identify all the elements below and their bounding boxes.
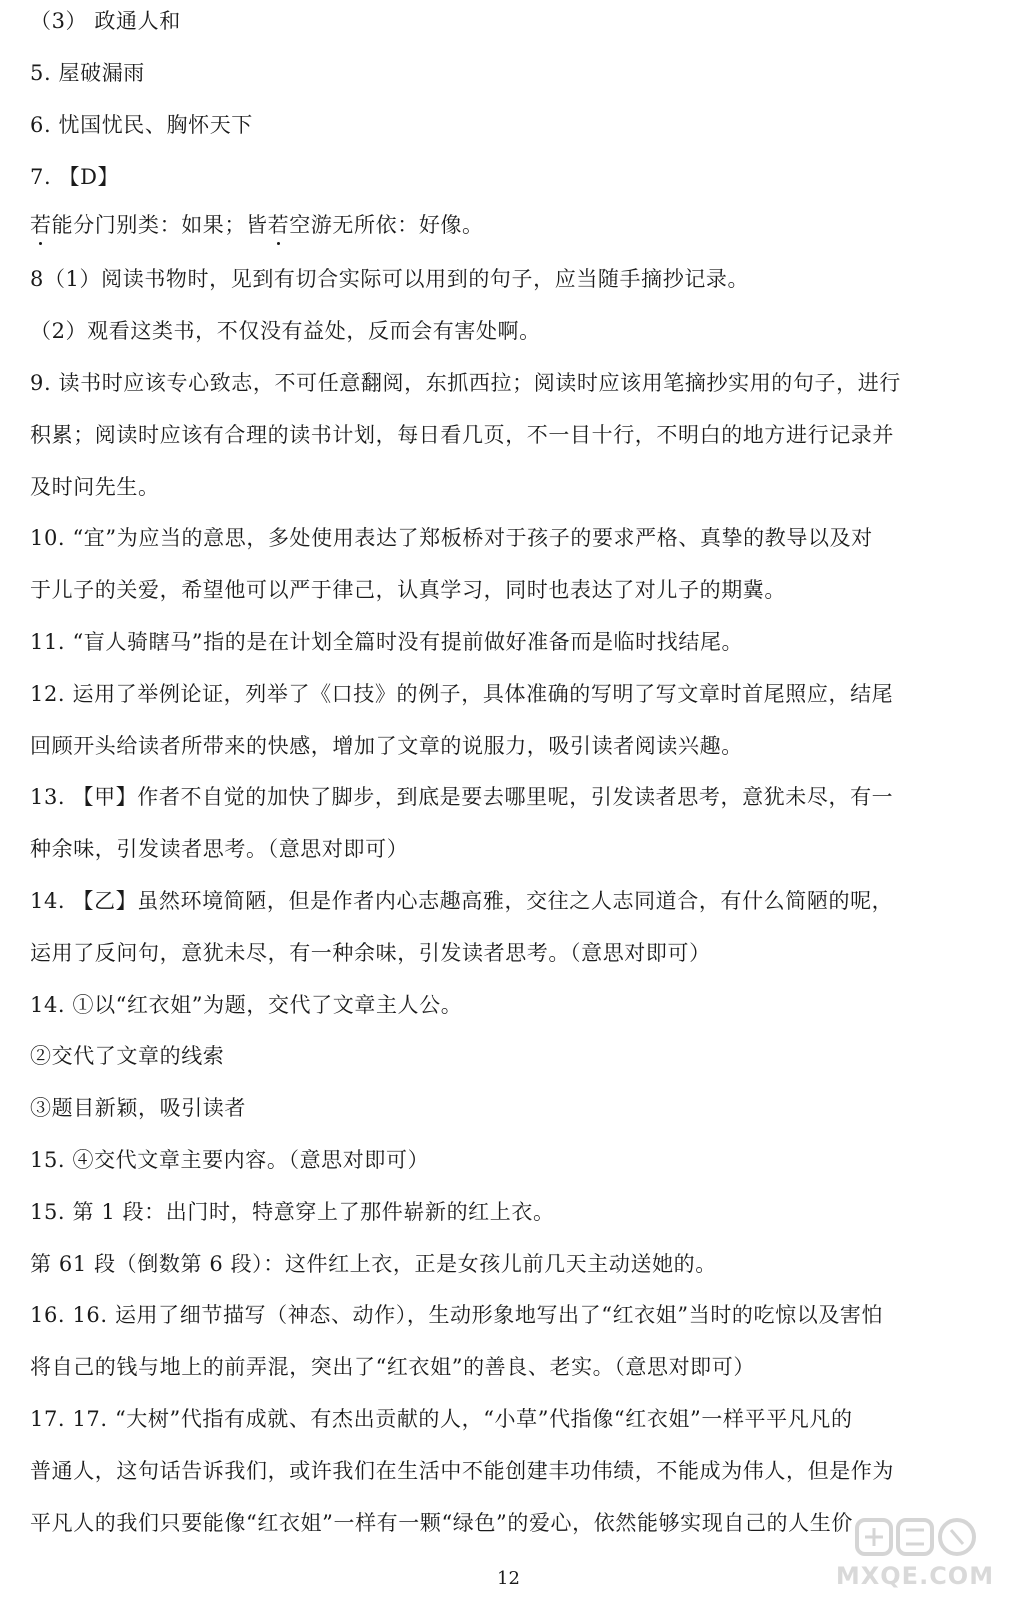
answer-line: 将自己的钱与地上的前弄混，突出了“红衣姐”的善良、老实。（意思对即可） [30,1355,755,1379]
answer-line: （3） 政通人和 [30,9,181,33]
answer-text: 能分门别类：如果；皆 [51,213,268,237]
answer-line: 7. 【D】 [30,165,120,189]
answer-line-emphasis [30,212,997,238]
answer-line: 15. ④交代文章主要内容。（意思对即可） [30,1148,430,1172]
answer-line: 于儿子的关爱，希望他可以严于律己，认真学习，同时也表达了对儿子的期冀。 [30,578,786,602]
answer-line: 15. 第 1 段：出门时，特意穿上了那件崭新的红上衣。 [30,1200,555,1224]
watermark-text: MXQE.COM [835,1562,995,1590]
answer-line: 9. 读书时应该专心致志，不可任意翻阅，东抓西拉；阅读时应该用笔摘抄实用的句子，进行 [30,371,901,395]
answer-line: 6. 忧国忧民、胸怀天下 [30,113,253,137]
answer-text: 空游无所依：好像。 [289,213,484,237]
answer-line: ③题目新颖，吸引读者 [30,1096,246,1120]
answer-line: 回顾开头给读者所带来的快感，增加了文章的说服力，吸引读者阅读兴趣。 [30,734,743,758]
answer-line: ②交代了文章的线索 [30,1044,225,1068]
answer-line: 14. ①以“红衣姐”为题，交代了文章主人公。 [30,993,463,1017]
answer-line: 平凡人的我们只要能像“红衣姐”一样有一颗“绿色”的爱心，依然能够实现自己的人生价 [30,1511,853,1535]
answer-line: 运用了反问句，意犹未尽，有一种余味，引发读者思考。（意思对即可） [30,941,711,965]
answer-line: 积累；阅读时应该有合理的读书计划，每日看几页，不一目十行，不明白的地方进行记录并 [30,423,894,447]
answer-line: 12. 运用了举例论证，列举了《口技》的例子，具体准确的写明了写文章时首尾照应，结尾 [30,682,894,706]
answer-line: （2）观看这类书，不仅没有益处，反而会有害处啊。 [30,319,541,343]
answer-line: 11. “盲人骑瞎马”指的是在计划全篇时没有提前做好准备而是临时找结尾。 [30,630,744,654]
emphasis-char: 若 [30,213,52,237]
answer-line: 5. 屋破漏雨 [30,61,145,85]
answer-line: 8（1）阅读书物时，见到有切合实际可以用到的句子，应当随手摘抄记录。 [30,267,750,291]
answer-line: 14. 【乙】虽然环境简陋，但是作者内心志趣高雅，交往之人志同道合，有什么简陋的呢， [30,889,894,913]
emphasis-char: 若 [267,213,290,237]
answer-line: 普通人，这句话告诉我们，或许我们在生活中不能创建丰功伟绩，不能成为伟人，但是作为 [30,1459,894,1483]
page-number: 12 [497,1568,520,1589]
answer-line: 13. 【甲】作者不自觉的加快了脚步，到底是要去哪里呢，引发读者思考，意犹未尽，有一 [30,785,894,809]
answer-line: 及时问先生。 [30,475,160,499]
answer-line: 10. “宜”为应当的意思，多处使用表达了郑板桥对于孩子的要求严格、真挚的教导以及对 [30,526,873,550]
answer-line: 第 61 段（倒数第 6 段）：这件红上衣，正是女孩儿前几天主动送她的。 [30,1252,717,1276]
answer-line: 种余味，引发读者思考。（意思对即可） [30,837,409,861]
watermark-logo-icon [853,1514,977,1560]
answer-line: 17. 17. “大树”代指有成就、有杰出贡献的人，“小草”代指像“红衣姐”一样平平凡凡的 [30,1407,853,1431]
answer-line: 16. 16. 运用了细节描写（神态、动作），生动形象地写出了“红衣姐”当时的吃惊以及害怕 [30,1303,884,1327]
